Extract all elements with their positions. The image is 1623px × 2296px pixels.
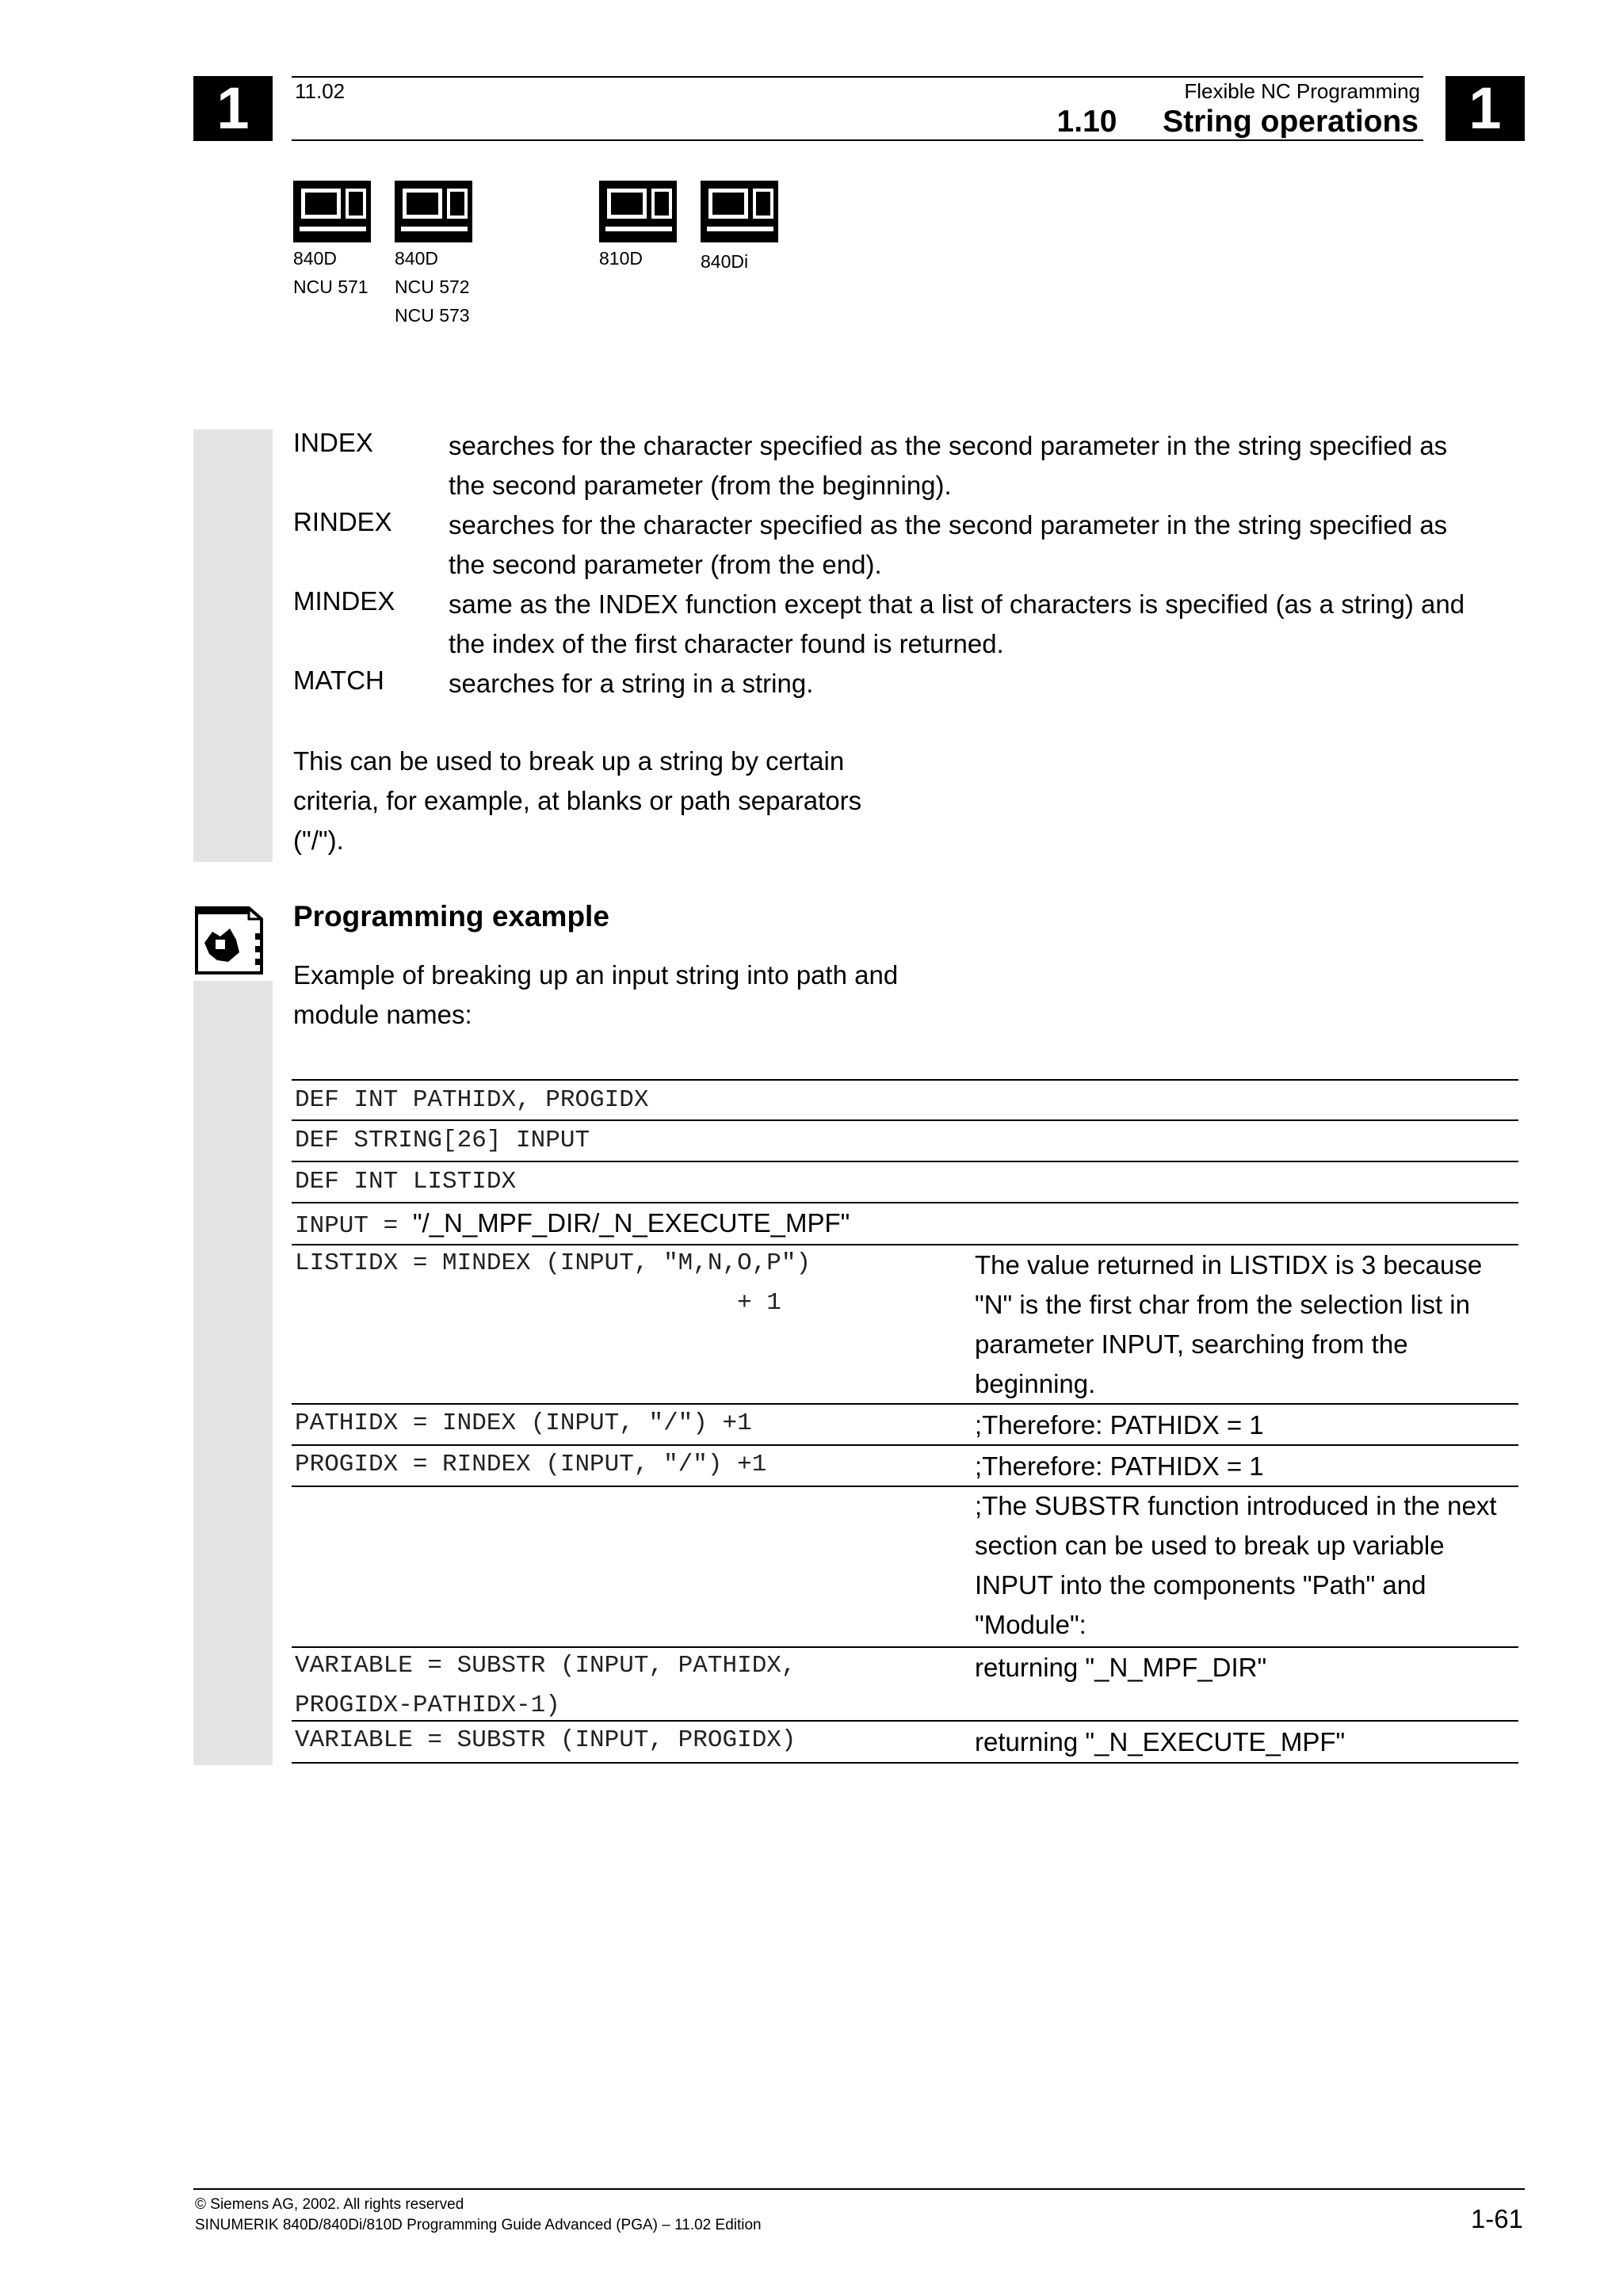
- code-line: VARIABLE = SUBSTR (INPUT, PROGIDX): [295, 1726, 796, 1754]
- chapter-number-left: 1: [193, 76, 273, 141]
- control-panel-icon: [293, 181, 371, 242]
- code-comment: returning "_N_EXECUTE_MPF": [975, 1727, 1346, 1756]
- code-line: PROGIDX = RINDEX (INPUT, "/") +1: [295, 1451, 767, 1478]
- header-bottom-rule: [292, 139, 1423, 141]
- function-description: same as the INDEX function except that a list of characters is specified (as a string) and the index of the first character found is returned.: [449, 589, 1465, 658]
- function-description: searches for the character specified as the second parameter in the string specified as the second parameter (from the end).: [449, 510, 1448, 579]
- control-panel-icon: [395, 181, 472, 242]
- code-line: DEF INT LISTIDX: [295, 1168, 517, 1196]
- section-number: 1.10: [1056, 105, 1117, 139]
- function-name: RINDEX: [293, 507, 392, 536]
- code-line: DEF INT PATHIDX, PROGIDX: [295, 1086, 649, 1114]
- code-assign: INPUT =: [295, 1212, 413, 1240]
- margin-bar: [193, 429, 273, 862]
- code-line: [295, 1203, 850, 1246]
- control-label: 840D NCU 571: [293, 248, 369, 297]
- function-name: INDEX: [293, 428, 373, 457]
- control-label: 810D: [599, 248, 643, 269]
- code-line: VARIABLE = SUBSTR (INPUT, PATHIDX, PROGIDX-PATHIDX-1): [295, 1652, 796, 1719]
- example-heading: Programming example: [293, 900, 609, 933]
- control-panel-icon: [701, 181, 778, 242]
- header-date: 11.02: [295, 79, 346, 103]
- code-comment: ;The SUBSTR function introduced in the next section can be used to break up variable INPUT into the components "Path" and "Module":: [975, 1491, 1497, 1639]
- footer-copyright: © Siemens AG, 2002. All rights reserved: [195, 2196, 464, 2213]
- code-line: DEF STRING[26] INPUT: [295, 1127, 590, 1154]
- table-rule: [292, 1762, 1518, 1764]
- code-comment: The value returned in LISTIDX is 3 because "N" is the first char from the selection list in parameter INPUT, searching from the beginning.: [975, 1250, 1483, 1398]
- header-top-rule: [292, 76, 1423, 78]
- section-title: String operations: [1163, 105, 1419, 139]
- example-intro: Example of breaking up an input string into path and module names:: [293, 960, 899, 1029]
- section-heading: [1057, 105, 1419, 139]
- code-comment: ;Therefore: PATHIDX = 1: [975, 1410, 1264, 1440]
- code-comment: returning "_N_MPF_DIR": [975, 1653, 1267, 1682]
- function-name: MATCH: [293, 666, 384, 695]
- programming-example-icon: [193, 905, 274, 976]
- control-panel-icon: [599, 181, 677, 242]
- footer-rule: [193, 2188, 1525, 2190]
- code-string-value: "/_N_MPF_DIR/_N_EXECUTE_MPF": [412, 1208, 850, 1238]
- margin-bar: [193, 981, 273, 1765]
- function-description: searches for a string in a string.: [449, 669, 814, 698]
- code-line: PATHIDX = INDEX (INPUT, "/") +1: [295, 1409, 752, 1437]
- control-label: 840Di: [701, 251, 749, 272]
- header-chapter-title: Flexible NC Programming: [1184, 79, 1420, 103]
- page-number: 1-61: [1470, 2204, 1523, 2233]
- chapter-number-right: 1: [1445, 76, 1525, 141]
- function-description: searches for the character specified as the second parameter in the string specified as the second parameter (from the beginning).: [449, 431, 1448, 500]
- function-name: MINDEX: [293, 586, 395, 616]
- footer-book-title: SINUMERIK 840D/840Di/810D Programming Guide Advanced (PGA) – 11.02 Edition: [195, 2217, 762, 2233]
- control-label: 840D NCU 572 NCU 573: [395, 248, 470, 326]
- code-line: LISTIDX = MINDEX (INPUT, "M,N,O,P") + 1: [295, 1249, 812, 1317]
- usage-paragraph: This can be used to break up a string by certain criteria, for example, at blanks or path separators ("/").: [293, 746, 862, 855]
- code-comment: ;Therefore: PATHIDX = 1: [975, 1451, 1264, 1481]
